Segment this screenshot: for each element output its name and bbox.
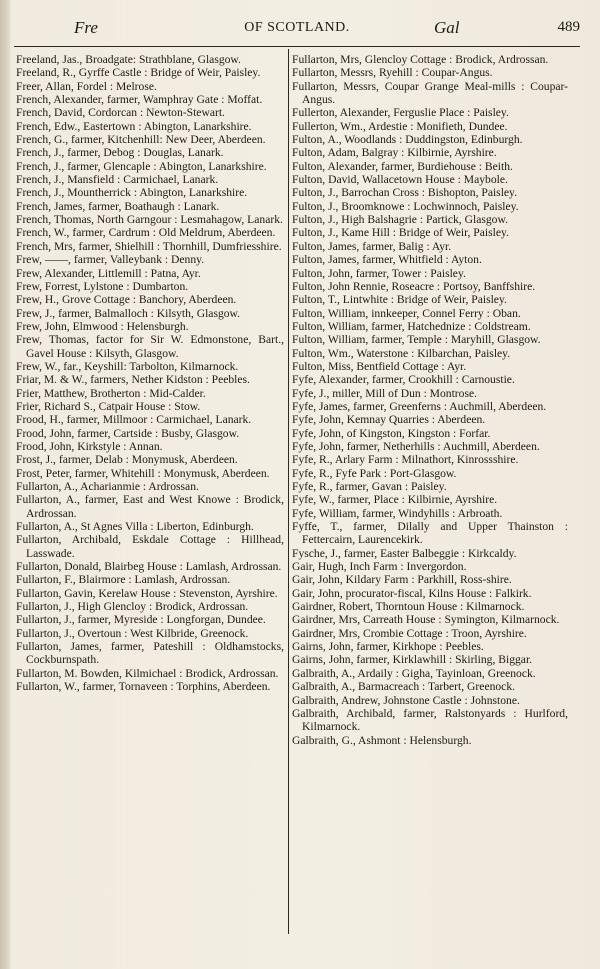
directory-entry: Fyfe, R., farmer, Gavan : Paisley. <box>292 480 447 493</box>
directory-entry: Fulton, John, farmer, Tower : Paisley. <box>292 266 466 280</box>
page-number: 489 <box>557 19 580 35</box>
directory-entry: Fulton, James, farmer, Whitfield : Ayton. <box>292 253 482 267</box>
directory-entry: Frood, John, farmer, Cartside : Busby, Glasgow. <box>16 426 240 440</box>
header-title: OF SCOTLAND. <box>244 20 350 35</box>
directory-entry: Fulton, J., Broomknowe : Lochwinnoch, Paisley. <box>292 199 519 213</box>
directory-entry: Fulton, David, Wallacetown House : Maybole. <box>292 173 508 187</box>
directory-entry: Fullarton, J., High Glencloy : Brodick, Ardrossan. <box>16 600 249 614</box>
directory-entry: Fullarton, A., farmer, East and West Knowe : Brodick, Ardrossan. <box>16 493 284 520</box>
book-spine-shadow <box>0 0 10 969</box>
directory-entry: Frood, H., farmer, Millmoor : Carmichael, Lanark. <box>16 413 252 427</box>
directory-entry: Fulton, J., High Balshagrie : Partick, Glasgow. <box>292 213 508 227</box>
directory-entry: Frier, Richard S., Catpair House : Stow. <box>16 399 201 413</box>
directory-entry: Frew, Alexander, Littlemill : Patna, Ayr. <box>16 266 201 280</box>
directory-entry: Fulton, William, farmer, Hatchednize : Coldstream. <box>292 319 531 333</box>
directory-entry: Fulton, Adam, Balgray : Kilbirnie, Ayrshire. <box>292 146 497 160</box>
running-header <box>14 18 580 40</box>
directory-entry: French, G., farmer, Kitchenhill: New Deer, Aberdeen. <box>16 133 266 147</box>
directory-entry: Galbraith, A., Barmacreach : Tarbert, Greenock. <box>292 680 516 694</box>
directory-entry: Gairns, John, farmer, Kirkhope : Peebles. <box>292 640 484 654</box>
directory-entry: Gairdner, Mrs, Crombie Cottage : Troon, Ayrshire. <box>292 626 527 640</box>
directory-entry: Fullarton, Donald, Blairbeg House : Lamlash, Ardrossan. <box>16 560 282 574</box>
directory-entry: Fyfe, John, of Kingston, Kingston : Forfar. <box>292 426 491 440</box>
directory-entry: Gairdner, Robert, Thorntoun House : Kilmarnock. <box>292 600 525 614</box>
directory-entry: Fullarton, A., Acharianmie : Ardrossan. <box>16 480 199 493</box>
directory-entry: Fulton, J., Kame Hill : Bridge of Weir, Paisley. <box>292 226 509 240</box>
directory-entry: Fullarton, Gavin, Kerelaw House : Stevenston, Ayrshire. <box>16 586 278 600</box>
directory-entry: Fulton, James, farmer, Balig : Ayr. <box>292 239 452 253</box>
directory-entry: Frier, Matthew, Brotherton : Mid-Calder. <box>16 386 206 400</box>
directory-entry: Frost, J., farmer, Delab : Monymusk, Aberdeen. <box>16 453 238 467</box>
directory-entry: French, Edw., Eastertown : Abington, Lanarkshire. <box>16 119 252 133</box>
directory-entry: Fullarton, F., Blairmore : Lamlash, Ardrossan. <box>16 573 231 587</box>
left-column <box>16 53 284 694</box>
directory-entry: Fyffe, T., farmer, Dilally and Upper Thainston : Fettercairn, Laurencekirk. <box>292 520 568 547</box>
directory-entry: Fullarton, W., farmer, Tornaveen : Torphins, Aberdeen. <box>16 680 271 694</box>
column-divider <box>288 49 289 934</box>
directory-entry: Fyfe, R., Arlary Farm : Milnathort, Kinrossshire. <box>292 453 519 467</box>
right-column <box>292 53 568 747</box>
directory-entry: Fullarton, James, farmer, Pateshill : Oldhamstocks, Cockburnspath. <box>16 640 284 667</box>
directory-entry: French, J., Mansfield : Carmichael, Lanark. <box>16 173 219 187</box>
directory-entry: Fulton, J., Barrochan Cross : Bishopton, Paisley. <box>292 186 518 200</box>
directory-entry: Gairdner, Mrs, Carreath House : Symington, Kilmarnock. <box>292 613 560 627</box>
directory-entry: Fyfe, R., Fyfe Park : Port-Glasgow. <box>292 466 457 480</box>
header-first-word: Fre <box>74 18 98 37</box>
directory-entry: Freer, Allan, Fordel : Melrose. <box>16 79 157 93</box>
directory-entry: Fyfe, W., farmer, Place : Kilbirnie, Ayrshire. <box>292 493 498 507</box>
directory-entry: French, James, farmer, Boathaugh : Lanark. <box>16 199 220 213</box>
directory-entry: French, W., farmer, Cardrum : Old Meldrum, Aberdeen. <box>16 226 276 240</box>
directory-entry: French, J., farmer, Glencaple : Abington, Lanarkshire. <box>16 159 267 173</box>
directory-entry: Fyfe, James, farmer, Greenferns : Auchmill, Aberdeen. <box>292 399 547 413</box>
directory-entry: Fullarton, J., Overtoun : West Kilbride, Greenock. <box>16 626 249 640</box>
directory-entry: Frew, H., Grove Cottage : Banchory, Aberdeen. <box>16 293 237 307</box>
directory-entry: Freeland, R., Gyrffe Castle : Bridge of Weir, Paisley. <box>16 66 261 80</box>
directory-entry: Frew, J., farmer, Balmalloch : Kilsyth, Glasgow. <box>16 306 241 320</box>
directory-entry: Fyfe, John, farmer, Netherhills : Auchmill, Aberdeen. <box>292 439 540 453</box>
directory-entry: Gairns, John, farmer, Kirklawhill : Skirling, Biggar. <box>292 653 533 667</box>
directory-entry: Galbraith, Andrew, Johnstone Castle : Johnstone. <box>292 693 520 707</box>
directory-entry: Fullarton, J., farmer, Myreside : Longforgan, Dundee. <box>16 613 266 627</box>
directory-entry: French, Mrs, farmer, Shielhill : Thornhill, Dumfriesshire. <box>16 239 282 253</box>
directory-entry: Frost, Peter, farmer, Whitehill : Monymusk, Aberdeen. <box>16 466 270 480</box>
directory-entry: Galbraith, Archibald, farmer, Ralstonyards : Hurlford, Kilmarnock. <box>292 706 568 734</box>
directory-entry: Gair, Hugh, Inch Farm : Invergordon. <box>292 560 467 574</box>
directory-entry: Fyfe, J., miller, Mill of Dun : Montrose. <box>292 386 478 400</box>
directory-entry: Fullerton, Wm., Ardestie : Monifieth, Dundee. <box>292 119 508 133</box>
directory-entry: Frew, ——, farmer, Valleybank : Denny. <box>16 253 205 267</box>
directory-entry: Galbraith, G., Ashmont : Helensburgh. <box>292 733 472 747</box>
directory-entry: Fulton, Miss, Bentfield Cottage : Ayr. <box>292 359 467 373</box>
directory-entry: Fulton, T., Lintwhite : Bridge of Weir, Paisley. <box>292 293 507 307</box>
directory-entry: Fulton, William, farmer, Temple : Maryhill, Glasgow. <box>292 333 541 347</box>
directory-entry: Fyfe, Alexander, farmer, Crookhill : Carnoustie. <box>292 373 515 387</box>
directory-entry: Fulton, John Rennie, Roseacre : Portsoy, Banffshire. <box>292 279 536 293</box>
directory-entry: Fyfe, William, farmer, Windyhills : Arbroath. <box>292 506 503 520</box>
directory-entry: Fulton, Wm., Waterstone : Kilbarchan, Paisley. <box>292 346 511 360</box>
directory-entry: Gair, John, procurator-fiscal, Kilns House : Falkirk. <box>292 586 532 600</box>
directory-entry: French, Thomas, North Garngour : Lesmahagow, Lanark. <box>16 213 283 227</box>
directory-entry: Friar, M. & W., farmers, Nether Kidston : Peebles. <box>16 373 250 387</box>
directory-entry: Fullerton, Alexander, Ferguslie Place : Paisley. <box>292 106 509 120</box>
directory-entry: Frood, John, Kirkstyle : Annan. <box>16 439 163 453</box>
directory-entry: Fysche, J., farmer, Easter Balbeggie : Kirkcaldy. <box>292 546 517 560</box>
directory-entry: Fyfe, John, Kemnay Quarries : Aberdeen. <box>292 413 486 427</box>
directory-entry: Freeland, Jas., Broadgate: Strathblane, Glasgow. <box>16 53 241 66</box>
directory-entry: Fullarton, A., St Agnes Villa : Liberton, Edinburgh. <box>16 520 254 534</box>
directory-entry: Fullarton, Messrs, Ryehill : Coupar-Angus. <box>292 66 493 80</box>
directory-entry: French, J., Mountherrick : Abington, Lanarkshire. <box>16 186 248 200</box>
directory-entry: Fullarton, M. Bowden, Kilmichael : Brodick, Ardrossan. <box>16 666 279 680</box>
header-last-word: Gal <box>434 18 460 37</box>
directory-entry: Frew, John, Elmwood : Helensburgh. <box>16 319 189 333</box>
directory-entry: Frew, Thomas, factor for Sir W. Edmonstone, Bart., Gavel House : Kilsyth, Glasgow. <box>16 333 284 360</box>
directory-entry: Fullarton, Mrs, Glencloy Cottage : Brodick, Ardrossan. <box>292 53 549 66</box>
directory-entry: Gair, John, Kildary Farm : Parkhill, Ross-shire. <box>292 573 512 587</box>
directory-entry: French, Alexander, farmer, Wamphray Gate : Moffat. <box>16 93 263 107</box>
directory-entry: Fullarton, Messrs, Coupar Grange Meal-mills : Coupar-Angus. <box>292 79 568 107</box>
directory-entry: Fulton, Alexander, farmer, Burdiehouse : Beith. <box>292 159 513 173</box>
directory-entry: Fullarton, Archibald, Eskdale Cottage : Hillhead, Lasswade. <box>16 533 284 560</box>
directory-entry: Frew, W., far., Keyshill: Tarbolton, Kilmarnock. <box>16 359 239 373</box>
directory-entry: Fulton, A., Woodlands : Duddingston, Edinburgh. <box>292 133 523 147</box>
directory-entry: French, David, Cordorcan : Newton-Stewart. <box>16 106 225 120</box>
directory-entry: French, J., farmer, Debog : Douglas, Lanark. <box>16 146 224 160</box>
header-rule <box>14 46 580 47</box>
directory-entry: Frew, Forrest, Lylstone : Dumbarton. <box>16 279 189 293</box>
directory-entry: Galbraith, A., Ardaily : Gigha, Tayinloan, Greenock. <box>292 666 536 680</box>
directory-entry: Fulton, William, innkeeper, Connel Ferry : Oban. <box>292 306 521 320</box>
